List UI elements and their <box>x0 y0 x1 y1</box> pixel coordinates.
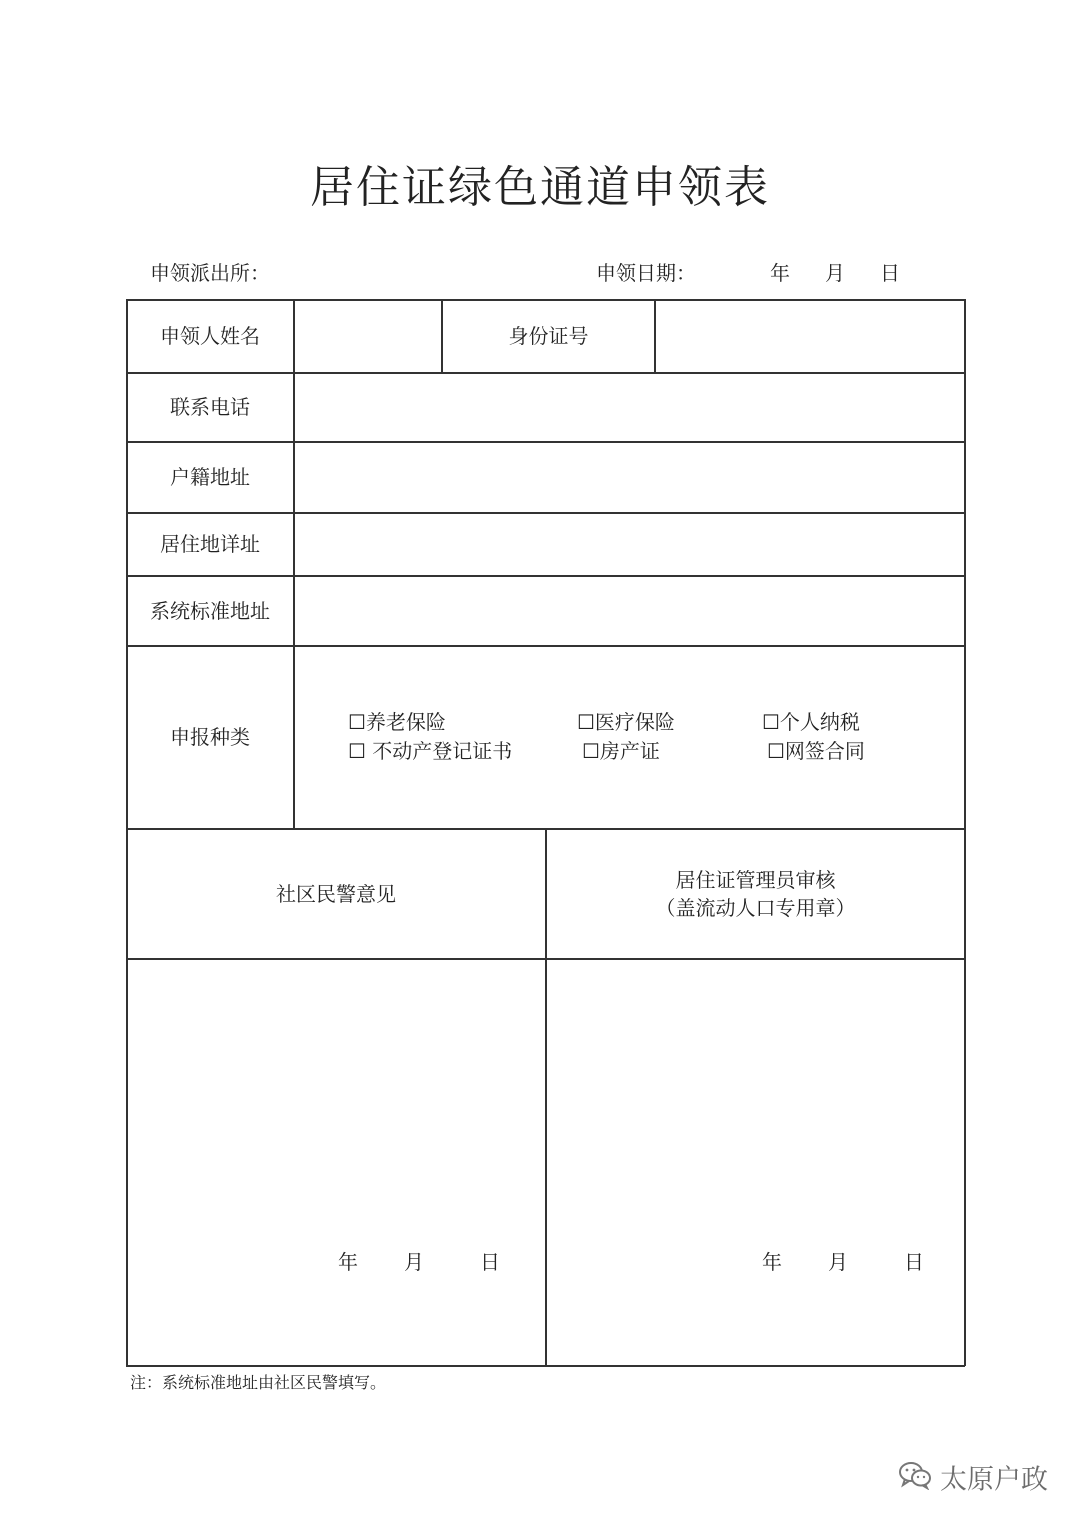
applicant-name-field[interactable] <box>295 300 441 372</box>
police-sign-day: 日 <box>480 1250 500 1274</box>
applicant-name-label: 申领人姓名 <box>160 324 260 348</box>
date-label: 申领日期： <box>596 261 696 285</box>
watermark <box>898 1460 1048 1502</box>
admin-review-label <box>547 829 964 958</box>
option-house-certificate[interactable]: ☐房产证 <box>582 739 660 763</box>
standard-address-field[interactable] <box>295 576 964 645</box>
police-sign-month: 月 <box>404 1250 424 1274</box>
station-label: 申领派出所： <box>150 261 270 285</box>
police-sign-year: 年 <box>338 1250 358 1274</box>
header-year: 年 <box>770 261 790 285</box>
table-border-right <box>964 299 966 1366</box>
phone-field[interactable] <box>295 373 964 441</box>
phone-label: 联系电话 <box>170 395 250 419</box>
residence-address-label: 居住地详址 <box>160 532 260 556</box>
header-day: 日 <box>880 261 900 285</box>
id-number-field[interactable] <box>656 300 964 372</box>
admin-review-field[interactable] <box>547 959 964 1365</box>
option-online-contract[interactable]: ☐网签合同 <box>767 739 865 763</box>
hukou-address-field[interactable] <box>295 442 964 512</box>
id-number-label: 身份证号 <box>508 324 589 348</box>
police-opinion-label: 社区民警意见 <box>276 881 396 906</box>
watermark-text: 太原户政 <box>940 1464 1048 1496</box>
hukou-address-label: 户籍地址 <box>170 465 250 489</box>
admin-sign-month: 月 <box>828 1250 848 1274</box>
form-title: 居住证绿色通道申领表 <box>310 162 770 213</box>
police-opinion-field[interactable] <box>127 959 545 1365</box>
residence-address-field[interactable] <box>295 513 964 575</box>
header-month: 月 <box>825 261 845 285</box>
declaration-type-label: 申报种类 <box>170 725 250 749</box>
option-property-certificate[interactable]: ☐ 不动产登记证书 <box>348 739 513 763</box>
option-pension-insurance[interactable]: ☐养老保险 <box>348 710 446 734</box>
admin-review-title: 居住证管理员审核 <box>675 867 836 892</box>
admin-sign-day: 日 <box>904 1250 924 1274</box>
admin-sign-year: 年 <box>762 1250 782 1274</box>
option-medical-insurance[interactable]: ☐医疗保险 <box>577 710 675 734</box>
admin-review-stamp-note: （盖流动人口专用章） <box>655 895 856 920</box>
option-personal-tax[interactable]: ☐个人纳税 <box>762 710 860 734</box>
standard-address-label: 系统标准地址 <box>150 598 270 623</box>
footnote: 注：系统标准地址由社区民警填写。 <box>130 1373 387 1392</box>
wechat-icon <box>898 1460 932 1502</box>
